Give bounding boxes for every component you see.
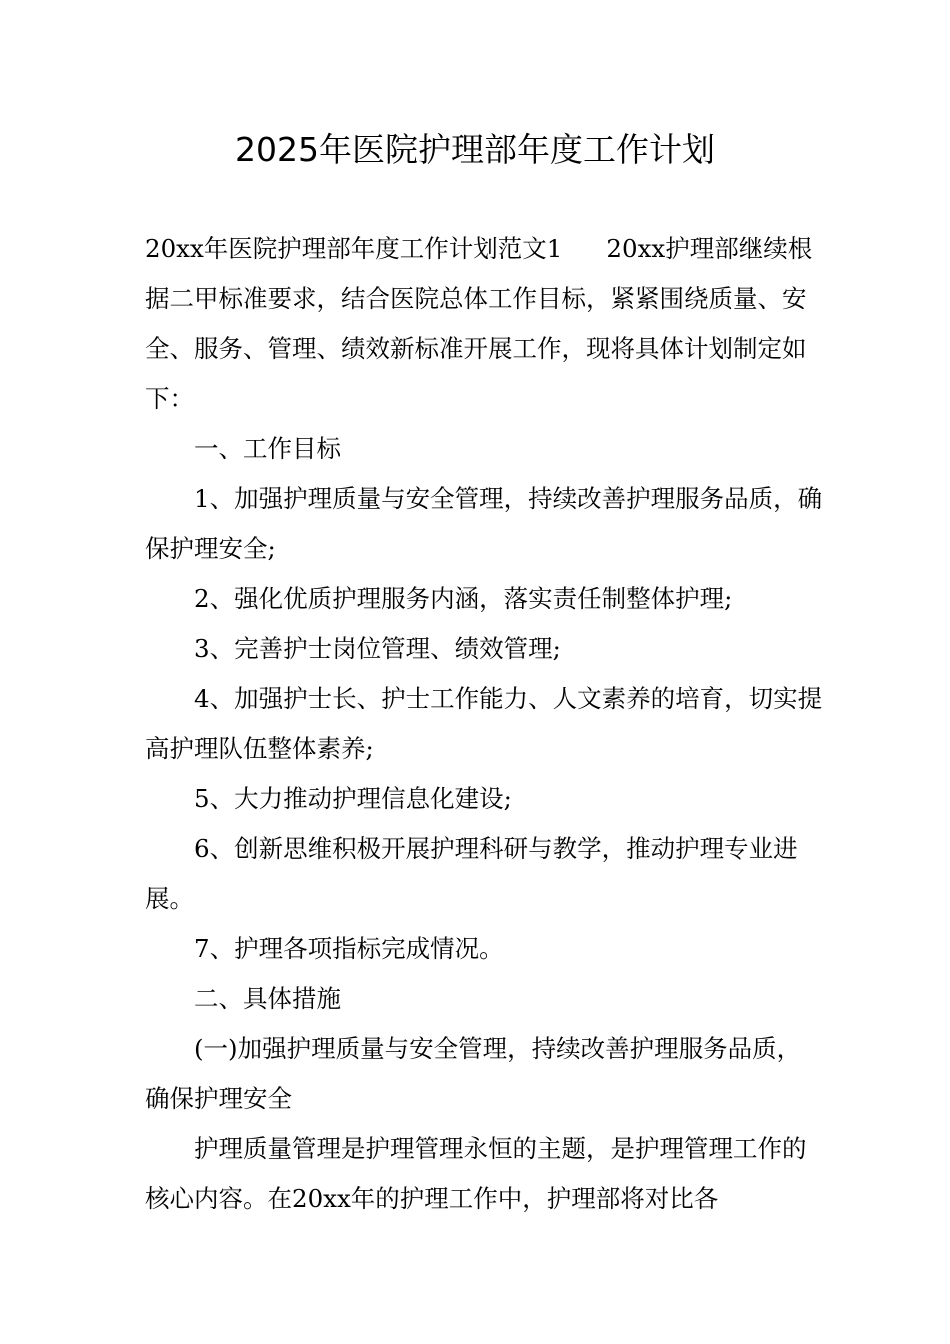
intro-body: 20xx护理部继续根据二甲标准要求，结合医院总体工作目标，紧紧围绕质量、安全、服务、管理、绩效新标准开展工作，现将具体计划制定如下：: [145, 234, 813, 413]
goal-item: 7、护理各项指标完成情况。: [194, 934, 504, 963]
subsection-heading: (一)加强护理质量与安全管理，持续改善护理服务品质，确保护理安全: [145, 1034, 802, 1113]
document-title: 2025年医院护理部年度工作计划: [235, 130, 715, 169]
intro-heading: 20xx年医院护理部年度工作计划范文1: [145, 234, 563, 263]
document-body: [145, 224, 825, 1224]
goal-item: 3、完善护士岗位管理、绩效管理;: [194, 634, 561, 663]
goal-item: 2、强化优质护理服务内涵，落实责任制整体护理;: [194, 584, 733, 613]
section-heading-measures: 二、具体措施: [194, 984, 341, 1013]
body-paragraph: 护理质量管理是护理管理永恒的主题，是护理管理工作的核心内容。在20xx年的护理工作中，护理部将对比各: [145, 1134, 807, 1213]
intro-paragraph: [145, 224, 825, 424]
goal-item: 5、大力推动护理信息化建设;: [194, 784, 512, 813]
section-heading-goals: 一、工作目标: [194, 434, 341, 463]
goal-item: 4、加强护士长、护士工作能力、人文素养的培育，切实提高护理队伍整体素养;: [145, 684, 823, 763]
goal-item: 1、加强护理质量与安全管理，持续改善护理服务品质，确保护理安全;: [145, 484, 823, 563]
goal-item: 6、创新思维积极开展护理科研与教学，推动护理专业进展。: [145, 834, 798, 913]
